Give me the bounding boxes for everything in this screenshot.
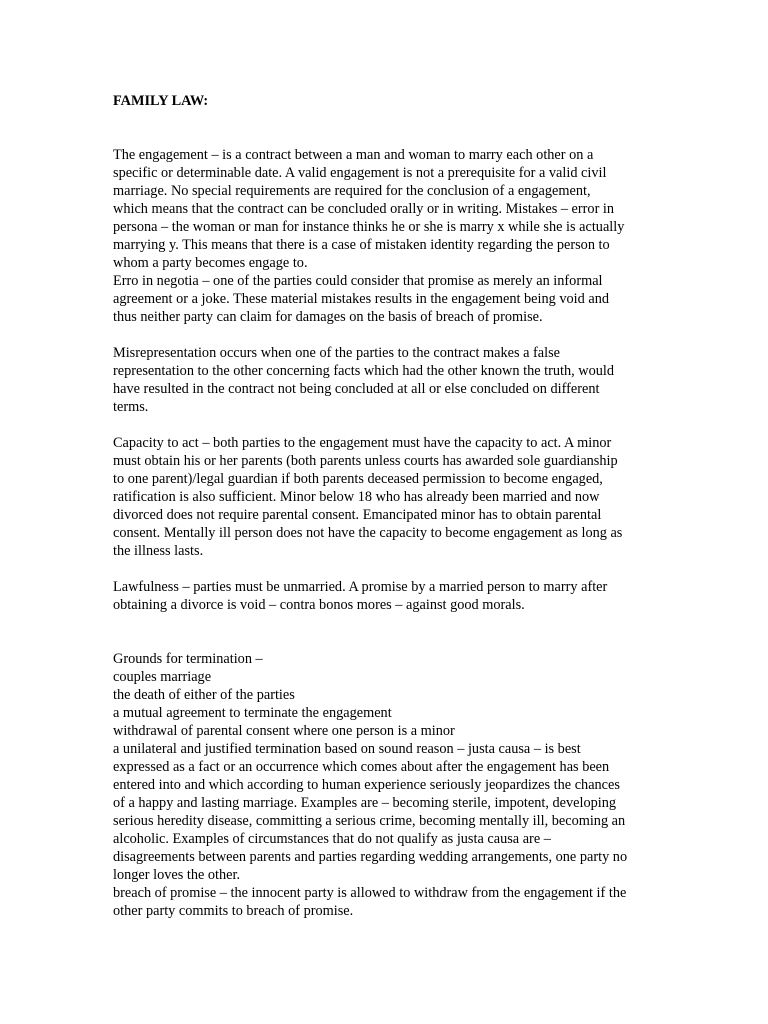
- text-line: disagreements between parents and parties regarding wedding arrangements, one party no: [113, 849, 628, 865]
- text-line: expressed as a fact or an occurrence which comes about after the engagement has been: [113, 759, 610, 775]
- text-line: marriage. No special requirements are required for the conclusion of a engagement,: [113, 183, 591, 199]
- text-line: Grounds for termination –: [113, 651, 263, 667]
- spacer: [113, 560, 658, 578]
- text-line: ratification is also sufficient. Minor below 18 who has already been married and now: [113, 489, 600, 505]
- text-line: other party commits to breach of promise.: [113, 903, 354, 919]
- text-line: withdrawal of parental consent where one person is a minor: [113, 723, 455, 739]
- spacer: [113, 416, 658, 434]
- text-line: whom a party becomes engage to.: [113, 255, 308, 271]
- text-line: consent. Mentally ill person does not have the capacity to become engagement as long as: [113, 525, 623, 541]
- document-body: [113, 92, 658, 920]
- text-line: alcoholic. Examples of circumstances that do not qualify as justa causa are –: [113, 831, 551, 847]
- text-line: Lawfulness – parties must be unmarried. A promise by a married person to marry after: [113, 579, 608, 595]
- text-line: serious heredity disease, committing a serious crime, becoming mentally ill, becoming an: [113, 813, 626, 829]
- text-line: must obtain his or her parents (both parents unless courts has awarded sole guardianship: [113, 453, 618, 469]
- text-line: Misrepresentation occurs when one of the parties to the contract makes a false: [113, 345, 561, 361]
- text-line: a mutual agreement to terminate the engagement: [113, 705, 392, 721]
- text-line: couples marriage: [113, 669, 212, 685]
- paragraph-termination: [113, 650, 658, 920]
- text-line: the illness lasts.: [113, 543, 204, 559]
- text-line: the death of either of the parties: [113, 687, 295, 703]
- text-line: Erro in negotia – one of the parties could consider that promise as merely an informal: [113, 273, 603, 289]
- text-line: which means that the contract can be concluded orally or in writing. Mistakes – error in: [113, 201, 615, 217]
- text-line: a unilateral and justified termination based on sound reason – justa causa – is best: [113, 741, 581, 757]
- paragraph-lawfulness: [113, 578, 658, 614]
- text-line: agreement or a joke. These material mistakes results in the engagement being void and: [113, 291, 609, 307]
- paragraph-misrepresentation: [113, 344, 658, 416]
- spacer: [113, 614, 658, 650]
- paragraph-capacity: [113, 434, 658, 560]
- text-line: persona – the woman or man for instance thinks he or she is marry x while she is actually: [113, 219, 625, 235]
- text-line: terms.: [113, 399, 149, 415]
- document-title: FAMILY LAW:: [113, 93, 209, 109]
- text-line: thus neither party can claim for damages on the basis of breach of promise.: [113, 309, 543, 325]
- text-line: have resulted in the contract not being concluded at all or else concluded on different: [113, 381, 600, 397]
- text-line: to one parent)/legal guardian if both parents deceased permission to become engaged,: [113, 471, 603, 487]
- text-line: breach of promise – the innocent party is allowed to withdraw from the engagement if the: [113, 885, 627, 901]
- text-line: obtaining a divorce is void – contra bonos mores – against good morals.: [113, 597, 525, 613]
- text-line: marrying y. This means that there is a case of mistaken identity regarding the person to: [113, 237, 610, 253]
- spacer: [113, 110, 658, 146]
- text-line: specific or determinable date. A valid engagement is not a prerequisite for a valid civil: [113, 165, 607, 181]
- text-line: of a happy and lasting marriage. Examples are – becoming sterile, impotent, developing: [113, 795, 617, 811]
- text-line: Capacity to act – both parties to the engagement must have the capacity to act. A minor: [113, 435, 612, 451]
- paragraph-engagement: [113, 146, 658, 326]
- text-line: The engagement – is a contract between a man and woman to marry each other on a: [113, 147, 594, 163]
- text-line: longer loves the other.: [113, 867, 241, 883]
- text-line: entered into and which according to human experience seriously jeopardizes the chances: [113, 777, 620, 793]
- text-line: divorced does not require parental consent. Emancipated minor has to obtain parental: [113, 507, 602, 523]
- spacer: [113, 326, 658, 344]
- text-line: representation to the other concerning facts which had the other known the truth, would: [113, 363, 615, 379]
